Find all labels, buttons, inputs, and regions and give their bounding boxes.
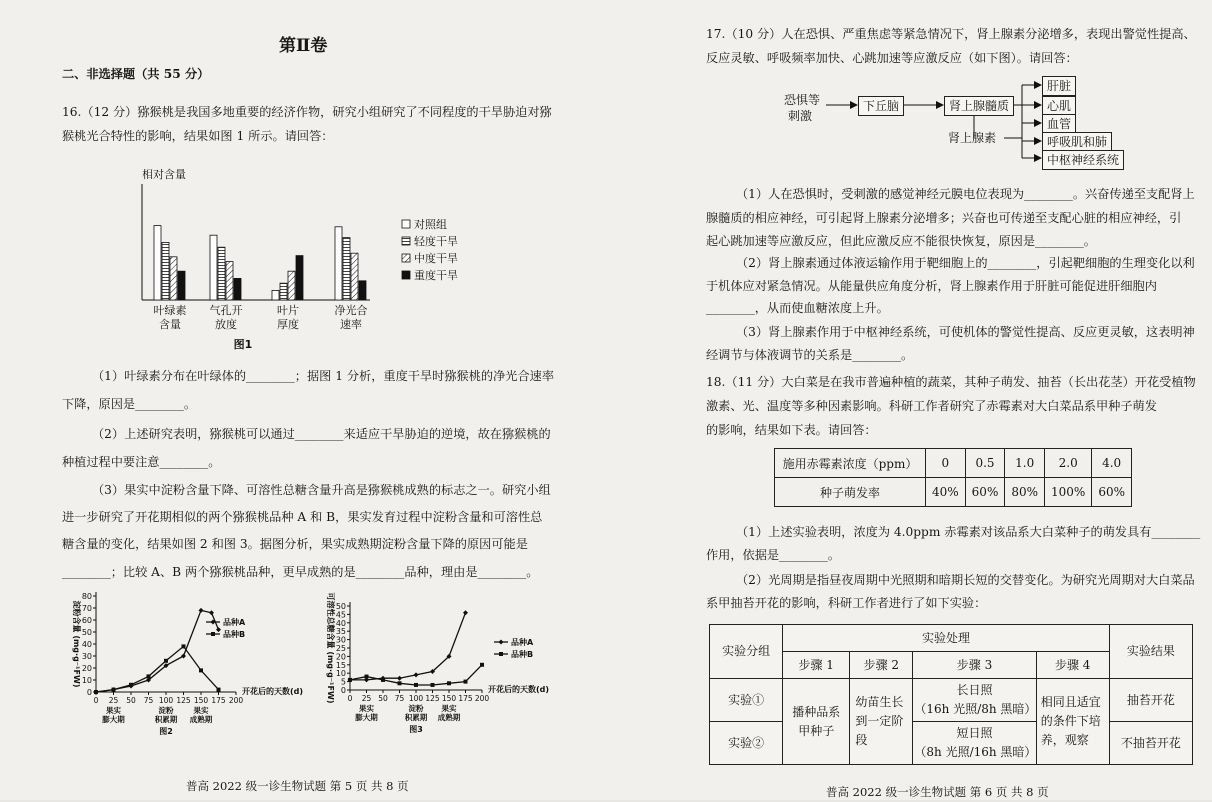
data-point [216, 627, 221, 632]
legend-label: 对照组 [414, 218, 447, 231]
bar [226, 262, 233, 300]
y-tick-label: 30 [335, 635, 346, 645]
data-point [381, 678, 385, 682]
category-label-line1: 叶片 [277, 304, 299, 317]
stimulus-label-line1: 恐惧等 [784, 93, 821, 107]
left-page [0, 0, 606, 800]
target-blood-vessel: 血管 [1042, 114, 1076, 134]
table-cell: 100% [1045, 478, 1092, 507]
data-point [397, 676, 402, 681]
q17-part1-line2: 腺髓质的相应神经，可引起肾上腺素分泌增多；兴奋也可传递至支配心脏的相应神经，引 [706, 211, 1182, 225]
y-axis-label: 淀粉含量 (mg·g⁻¹FW) [72, 600, 81, 688]
table-cell [1036, 679, 1109, 765]
q17-stem-line2: 反应灵敏、呼吸频率加快、心跳加速等应激反应（如下图）。请回答： [706, 51, 1078, 65]
data-point [464, 680, 468, 684]
data-point [463, 610, 468, 615]
figure-1-bar-chart [120, 162, 500, 352]
long-day-label: 长日照 [956, 683, 993, 697]
q17-part2-line2: 于机体应对紧急情况。从能量供应角度分析，肾上腺素作用于肝脏可能促进肝细胞内 [706, 279, 1157, 293]
section-title: 第Ⅱ卷 [279, 36, 328, 56]
x-tick-label: 25 [361, 694, 372, 703]
table-cell: 实验结果 [1109, 625, 1192, 679]
q16-part3-line1: （3）果实中淀粉含量下降、可溶性总糖含量升高是猕猴桃成熟的标志之一。研究小组 [92, 483, 551, 497]
stimulus-label-line2: 刺激 [788, 109, 813, 123]
q16-part3-line2: 进一步研究了开花期相似的两个猕猴桃品种 A 和 B，果实发育过程中淀粉含量和可溶性总 [62, 510, 543, 524]
table-cell: 80% [1005, 478, 1045, 507]
x-tick-label: 175 [458, 694, 473, 703]
x-tick-label: 100 [408, 694, 424, 703]
x-axis-label: 开花后的天数(d) [488, 685, 550, 694]
category-label-line1: 叶绿素 [153, 304, 187, 317]
series-line [96, 610, 219, 692]
legend-label: 品种B [511, 650, 534, 659]
stage-label-line2: 积累期 [404, 713, 428, 722]
bar [296, 256, 303, 300]
y-axis-label: 可溶性总糖含量 (mg·g⁻¹FW) [326, 592, 335, 704]
table-cell: 实验处理 [783, 625, 1110, 652]
q17-part2-line1: （2）肾上腺素通过体液运输作用于靶细胞上的________，引起靶细胞的生理变化以利 [736, 256, 1195, 270]
data-point [414, 672, 419, 677]
x-tick-label: 175 [211, 696, 226, 705]
x-tick-label: 100 [158, 696, 174, 705]
gibberellin-table [774, 448, 1132, 507]
data-point [94, 690, 98, 694]
figure-title: 图2 [159, 727, 173, 736]
x-tick-label: 200 [228, 696, 244, 705]
target-liver: 肝脏 [1042, 76, 1076, 96]
table-row [775, 449, 1132, 478]
y-tick-label: 30 [81, 652, 92, 661]
table-cell: 实验① [710, 679, 783, 722]
data-point [164, 659, 168, 663]
table-cell: 种子萌发率 [775, 478, 926, 507]
y-tick-label: 40 [335, 618, 346, 628]
table-cell: 0 [926, 449, 966, 478]
legend-swatch [402, 220, 410, 228]
table-row [710, 679, 1193, 722]
x-tick-label: 0 [93, 696, 99, 705]
y-tick-label: 10 [335, 669, 346, 679]
data-point [181, 654, 186, 659]
data-point [182, 644, 186, 648]
bar [178, 271, 185, 300]
category-label-line2: 厚度 [277, 318, 299, 331]
section-heading: 二、非选择题（共 55 分） [62, 67, 210, 81]
legend-swatch [402, 237, 410, 245]
x-tick-label: 50 [378, 694, 388, 703]
short-day-detail: （8h 光照/16h 黑暗） [914, 745, 1037, 759]
y-tick-label: 70 [81, 604, 92, 613]
stage-label-line2: 膨大期 [355, 713, 378, 722]
x-tick-label: 200 [474, 694, 490, 703]
q18-part1-line1: （1）上述实验表明，浓度为 4.0ppm 赤霉素对该品系大白菜种子的萌发具有________ [736, 525, 1201, 539]
data-point [147, 674, 151, 678]
legend-label: 品种B [223, 630, 246, 639]
bar [335, 227, 342, 300]
stage-label-line1: 果实 [359, 704, 374, 713]
table-cell: 实验分组 [710, 625, 783, 679]
stress-flow-diagram [766, 72, 1126, 182]
stage-label-line2: 成熟期 [189, 715, 213, 724]
x-tick-label: 125 [176, 696, 191, 705]
q18-stem-line3: 的影响，结果如下表。请回答： [706, 423, 877, 437]
table-cell [913, 679, 1036, 722]
y-tick-label: 5 [340, 677, 346, 687]
legend-marker [499, 652, 503, 656]
legend-label: 品种A [223, 618, 246, 627]
stage-label-line1: 淀粉 [408, 704, 424, 713]
q17-part1-line1: （1）人在恐惧时，受刺激的感觉神经元膜电位表现为________。兴奋传递至支配肾上 [736, 187, 1195, 201]
q18-stem-line2: 激素、光、温度等多种因素影响。科研工作者研究了赤霉素对大白菜品系甲种子萌发 [706, 399, 1157, 413]
q16-part2-line1: （2）上述研究表明，猕猴桃可以通过________来适应干旱胁迫的逆境，故在猕猴桃的 [92, 427, 551, 441]
bar [218, 247, 225, 300]
stage-label-line1: 果实 [441, 704, 457, 713]
y-tick-label: 15 [335, 660, 346, 670]
q17-stem-line1: 17.（10 分）人在恐惧、严重焦虑等紧急情况下，肾上腺素分泌增多，表现出警觉性提高、 [706, 27, 1196, 41]
q16-part1-line1: （1）叶绿素分布在叶绿体的________；据图 1 分析，重度干旱时猕猴桃的净光合速率 [92, 369, 555, 383]
q16-part1-line2: 下降，原因是________。 [62, 397, 197, 411]
table-cell: 0.5 [965, 449, 1005, 478]
table-cell: 实验② [710, 722, 783, 765]
bar [162, 242, 169, 300]
data-point [414, 683, 418, 687]
table-cell: 40% [926, 478, 966, 507]
long-day-detail: （16h 光照/8h 黑暗） [914, 702, 1037, 716]
table-cell: 60% [965, 478, 1005, 507]
adrenal-medulla-box: 肾上腺髓质 [944, 96, 1014, 116]
y-tick-label: 35 [335, 627, 346, 637]
bar [272, 290, 279, 300]
bar [234, 278, 241, 300]
legend-marker [211, 632, 215, 636]
x-tick-label: 125 [425, 694, 440, 703]
table-row [710, 722, 1193, 765]
q18-part1-line2: 作用，依据是________。 [706, 548, 841, 562]
table-row [775, 478, 1132, 507]
q16-part3-line4: ________；比较 A、B 两个猕猴桃品种，更早成熟的是________品种，理由是________。 [62, 565, 539, 579]
category-label-line2: 放度 [215, 318, 237, 331]
bar [170, 257, 177, 300]
y-tick-label: 10 [81, 676, 92, 685]
bar [359, 281, 366, 300]
q18-part2-line1: （2）光周期是指昼夜周期中光照期和暗期长短的交替变化。为研究光周期对大白菜品 [736, 573, 1195, 587]
table-row [710, 625, 1193, 652]
bar [280, 283, 287, 300]
q16-part3-line3: 糖含量的变化，结果如图 2 和图 3。据图分析，果实成熟期淀粉含量下降的原因可能是 [62, 537, 528, 551]
stage-label-line2: 膨大期 [102, 715, 125, 724]
table-cell [783, 679, 850, 765]
stage-label-line1: 果实 [106, 706, 121, 715]
y-tick-label: 0 [86, 688, 92, 697]
y-tick-label: 40 [81, 640, 92, 649]
table-cell: 步骤 4 [1036, 652, 1109, 679]
table-cell: 不抽苔开花 [1109, 722, 1192, 765]
table-cell: 2.0 [1045, 449, 1092, 478]
legend-label: 中度干旱 [414, 252, 458, 265]
bar [210, 235, 217, 300]
target-heart-muscle: 心肌 [1042, 96, 1076, 116]
table-cell: 抽苔开花 [1109, 679, 1192, 722]
x-tick-label: 75 [394, 694, 405, 703]
y-tick-label: 25 [335, 644, 346, 653]
stage-label-line2: 成熟期 [437, 713, 461, 722]
x-tick-label: 0 [347, 694, 353, 703]
legend-label: 品种A [511, 638, 534, 647]
data-point [480, 663, 484, 667]
data-point [217, 688, 221, 692]
figure-title: 图3 [409, 725, 423, 734]
data-point [129, 683, 133, 687]
figure-2-line-chart [56, 588, 304, 746]
x-tick-label: 25 [108, 696, 119, 705]
q16-stem-line1: 16.（12 分）猕猴桃是我国多地重要的经济作物，研究小组研究了不同程度的干旱胁迫对猕 [62, 105, 552, 119]
category-label-line2: 含量 [159, 318, 181, 331]
y-tick-label: 50 [81, 628, 92, 637]
legend-marker [499, 640, 504, 645]
x-tick-label: 50 [126, 696, 136, 705]
short-day-label: 短日照 [956, 726, 993, 740]
table-cell: 步骤 1 [783, 652, 850, 679]
legend-label: 重度干旱 [414, 269, 458, 282]
x-tick-label: 75 [143, 696, 154, 705]
table-cell [850, 679, 913, 765]
figure-3-line-chart [318, 592, 563, 750]
legend-swatch [402, 271, 410, 279]
step1-text: 播种品系甲种子 [792, 704, 841, 738]
x-axis-label: 开花后的天数(d) [242, 687, 304, 696]
category-label-line2: 速率 [340, 318, 362, 331]
data-point [447, 681, 451, 685]
y-tick-label: 20 [81, 664, 92, 673]
bar [154, 226, 161, 300]
epinephrine-label: 肾上腺素 [948, 131, 997, 145]
bar [351, 253, 358, 300]
target-central-nervous-system: 中枢神经系统 [1042, 150, 1124, 170]
bar [343, 238, 350, 300]
q17-part2-line3: ________，从而使血糖浓度上升。 [706, 301, 889, 315]
right-footer: 普高 2022 级一诊生物试题 第 6 页 共 8 页 [826, 785, 1049, 799]
table-cell: 60% [1092, 478, 1132, 507]
y-tick-label: 20 [335, 652, 346, 662]
q16-part2-line2: 种植过程中要注意________。 [62, 455, 221, 469]
q18-stem-line1: 18.（11 分）大白菜是在我市普遍种植的蔬菜，其种子萌发、抽苔（长出花茎）开花受植物 [706, 375, 1196, 389]
category-label-line1: 净光合 [334, 304, 368, 317]
y-tick-label: 60 [81, 616, 92, 625]
data-point [398, 681, 402, 685]
x-tick-label: 150 [193, 696, 209, 705]
stage-label-line2: 积累期 [154, 715, 178, 724]
data-point [209, 610, 214, 615]
data-point [431, 683, 435, 687]
bar [288, 271, 295, 300]
series-line [350, 613, 466, 680]
q18-part2-line2: 系甲抽苔开花的影响，科研工作者进行了如下实验： [706, 596, 987, 610]
hypothalamus-box: 下丘脑 [858, 96, 904, 116]
right-page [606, 0, 1212, 800]
table-cell: 4.0 [1092, 449, 1132, 478]
legend-swatch [402, 254, 410, 262]
q16-stem-line2: 猴桃光合特性的影响，结果如图 1 所示。请回答： [62, 129, 334, 143]
data-point [199, 608, 204, 613]
y-axis-label: 相对含量 [142, 168, 186, 181]
table-cell: 步骤 2 [850, 652, 913, 679]
table-cell: 步骤 3 [913, 652, 1036, 679]
stage-label-line1: 淀粉 [158, 706, 174, 715]
data-point [112, 688, 116, 692]
left-footer: 普高 2022 级一诊生物试题 第 5 页 共 8 页 [186, 779, 409, 793]
y-tick-label: 50 [335, 602, 346, 611]
data-point [365, 675, 369, 679]
table-cell: 施用赤霉素浓度（ppm） [775, 449, 926, 478]
x-tick-label: 150 [441, 694, 457, 703]
table-cell [913, 722, 1036, 765]
q17-part3-line1: （3）肾上腺素作用于中枢神经系统，可使机体的警觉性提高、反应更灵敏，这表明神 [736, 325, 1195, 339]
y-tick-label: 0 [340, 686, 346, 695]
y-tick-label: 45 [335, 610, 346, 620]
legend-label: 轻度干旱 [414, 235, 458, 248]
step4-text: 相同且适宜的条件下培养，观察 [1040, 695, 1101, 747]
table-cell: 1.0 [1005, 449, 1045, 478]
step2-text: 幼苗生长到一定阶段 [855, 695, 904, 747]
target-respiratory-muscle-lung: 呼吸肌和肺 [1042, 132, 1112, 152]
data-point [348, 678, 352, 682]
photoperiod-experiment-table [709, 624, 1193, 765]
figure-title: 图1 [233, 338, 253, 351]
data-point [199, 668, 203, 672]
q17-part3-line2: 经调节与体液调节的关系是________。 [706, 348, 914, 362]
category-label-line1: 气孔开 [209, 304, 243, 317]
q17-part1-line3: 起心跳加速等应激反应，但此应激反应不能很快恢复，原因是________。 [706, 234, 1096, 248]
stage-label-line1: 果实 [193, 706, 209, 715]
y-tick-label: 80 [81, 592, 92, 601]
